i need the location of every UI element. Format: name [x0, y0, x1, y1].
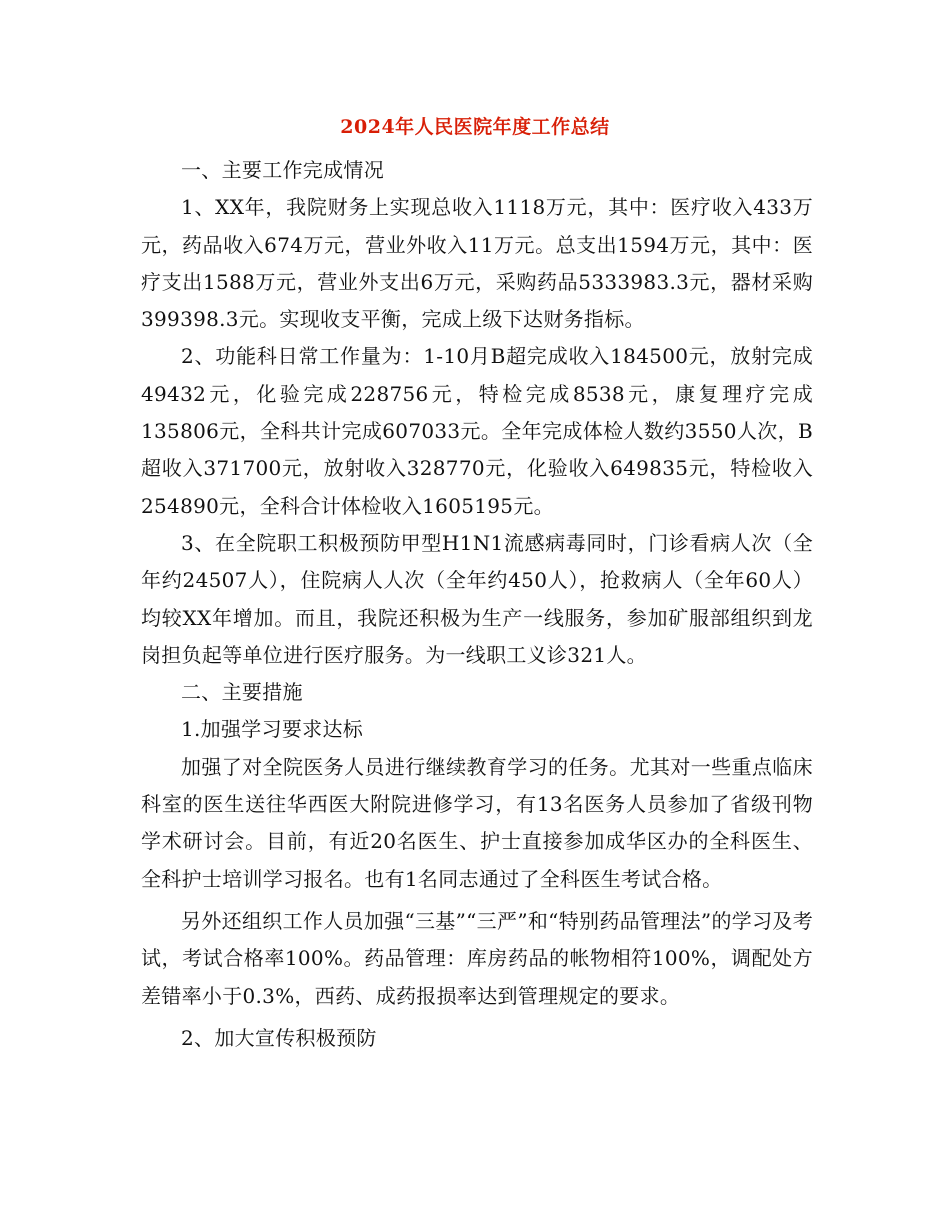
- paragraph-outpatient: 3、在全院职工积极预防甲型H1N1流感病毒同时，门诊看病人次（全年约24507人），住院病人人次（全年约450人），抢救病人（全年60人）均较XX年增加。而且，我院还积极为生产一线服务，参加矿服部组织到龙岗担负起等单位进行医疗服务。为一线职工义诊321人。: [141, 530, 813, 667]
- document-title: 2024年人民医院年度工作总结: [340, 116, 610, 138]
- subheading-study: 1.加强学习要求达标: [181, 717, 364, 742]
- document-body: [141, 152, 813, 1057]
- paragraph-training: 加强了对全院医务人员进行继续教育学习的任务。尤其对一些重点临床科室的医生送往华西医大附院进修学习，有13名医务人员参加了省级刊物学术研讨会。目前，有近20名医生、护士直接参加成华区办的全科医生、全科护士培训学习报名。也有1名同志通过了全科医生考试合格。: [141, 754, 813, 891]
- section-heading-2: 二、主要措施: [181, 680, 303, 705]
- section-heading-1: 一、主要工作完成情况: [181, 158, 384, 182]
- paragraph-finance: 1、XX年，我院财务上实现总收入1118万元，其中：医疗收入433万元，药品收入674万元，营业外收入11万元。总支出1594万元，其中：医疗支出1588万元，营业外支出6万元，采购药品5333983.3元，器材采购399398.3元。实现收支平衡，完成上级下达财务指标。: [141, 195, 813, 332]
- subheading-prevention: 2、加大宣传积极预防: [181, 1025, 377, 1050]
- paragraph-function-dept: 2、功能科日常工作量为：1-10月B超完成收入184500元，放射完成49432元，化验完成228756元，特检完成8538元，康复理疗完成135806元，全科共计完成607033元。全年完成体检人数约3550人次，B超收入371700元，放射收入328770元，化验收入649835元，特检收入254890元，全科合计体检收入1605195元。: [141, 344, 813, 518]
- paragraph-exam: 另外还组织工作人员加强“三基”“三严”和“特别药品管理法”的学习及考试，考试合格率100%。药品管理：库房药品的帐物相符100%，调配处方差错率小于0.3%，西药、成药报损率达到管理规定的要求。: [141, 908, 813, 1008]
